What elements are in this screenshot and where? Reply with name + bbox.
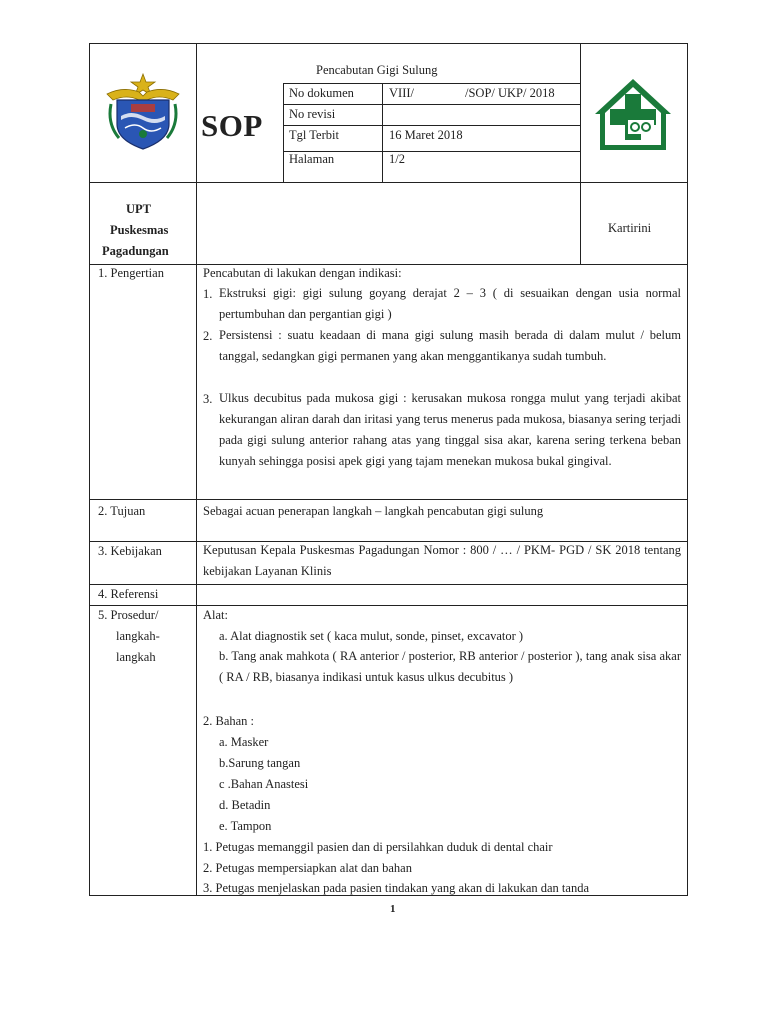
bahan-item: a. Masker (219, 735, 269, 749)
pengertian-item-text: Persistensi : suatu keadaan di mana gigi sulung masih berada di dalam mulut / belum tanggal, sedangkan gigi permanen yang akan menggantikanya sudah tumbuh. (219, 328, 681, 363)
pengertian-item-text: Ekstruksi gigi: gigi sulung goyang derajat 2 – 3 ( di sesuaikan dengan usia normal pertumbuhan dan pergantian gigi ) (219, 286, 681, 321)
sop-label: SOP (201, 108, 263, 143)
field-label-tgl-terbit: Tgl Terbit (289, 128, 339, 142)
field-value-tgl-terbit: 16 Maret 2018 (389, 128, 463, 142)
tujuan-text: Sebagai acuan penerapan langkah – langkah pencabutan gigi sulung (203, 504, 544, 518)
signer-name: Kartirini (608, 221, 652, 235)
section-label-tujuan: 2. Tujuan (98, 504, 146, 518)
pengertian-item-num: 3. (203, 392, 213, 406)
procedure-step: 1. Petugas memanggil pasien dan di persilahkan duduk di dental chair (203, 840, 553, 854)
field-label-no-dokumen: No dokumen (289, 86, 354, 100)
bahan-item: d. Betadin (219, 798, 271, 812)
kebijakan-text: Keputusan Kepala Puskesmas Pagadungan Nomor : 800 / … / PKM- PGD / SK 2018 tentang kebijakan Layanan Klinis (203, 543, 681, 578)
document-title: Pencabutan Gigi Sulung (316, 63, 438, 77)
puskesmas-cross-house-icon (591, 76, 675, 154)
section-label-prosedur-1: 5. Prosedur/ (98, 608, 159, 622)
field-value-no-dokumen-b: /SOP/ UKP/ 2018 (465, 86, 555, 100)
procedure-step: 2. Petugas mempersiapkan alat dan bahan (203, 861, 412, 875)
section-label-prosedur-3: langkah (116, 650, 156, 664)
field-label-no-revisi: No revisi (289, 107, 336, 121)
alat-title: Alat: (203, 608, 228, 622)
section-label-pengertian: 1. Pengertian (98, 266, 164, 280)
pengertian-item-text: Ulkus decubitus pada mukosa gigi : kerusakan mukosa rongga mulut yang terjadi akibat kekurangan aliran darah dan iritasi yang terus menerus pada mukosa, biasanya sering terjadi pada gigi sulung anterior rahang atas yang tinggal sisa akar, karena sering terkena beban kunyah sehingga posisi apek gigi yang tajam menekan mukosa bukal gingival. (219, 391, 681, 468)
bahan-item: b.Sarung tangan (219, 756, 301, 770)
bahan-item: c .Bahan Anastesi (219, 777, 309, 791)
field-value-halaman: 1/2 (389, 152, 405, 166)
alat-item-a: a. Alat diagnostik set ( kaca mulut, sonde, pinset, excavator ) (219, 629, 524, 643)
pengertian-item-num: 2. (203, 329, 213, 343)
regency-emblem-icon (103, 72, 183, 152)
alat-item-b: b. Tang anak mahkota ( RA anterior / posterior, RB anterior / posterior ), tang anak sisa akar ( RA / RB, biasanya indikasi untuk kasus ulkus decubitus ) (219, 649, 681, 684)
section-label-kebijakan: 3. Kebijakan (98, 544, 162, 558)
field-value-no-dokumen-a: VIII/ (389, 86, 414, 100)
page-number: 1 (390, 903, 396, 915)
pengertian-intro: Pencabutan di lakukan dengan indikasi: (203, 266, 402, 280)
org-line-2: Puskesmas (110, 223, 169, 237)
bahan-item: e. Tampon (219, 819, 272, 833)
org-line-1: UPT (126, 202, 151, 216)
pengertian-item-num: 1. (203, 287, 213, 301)
bahan-title: 2. Bahan : (203, 714, 255, 728)
section-label-referensi: 4. Referensi (98, 587, 159, 601)
org-line-3: Pagadungan (102, 244, 169, 258)
field-label-halaman: Halaman (289, 152, 335, 166)
section-label-prosedur-2: langkah- (116, 629, 160, 643)
procedure-step: 3. Petugas menjelaskan pada pasien tindakan yang akan di lakukan dan tanda (203, 881, 589, 895)
